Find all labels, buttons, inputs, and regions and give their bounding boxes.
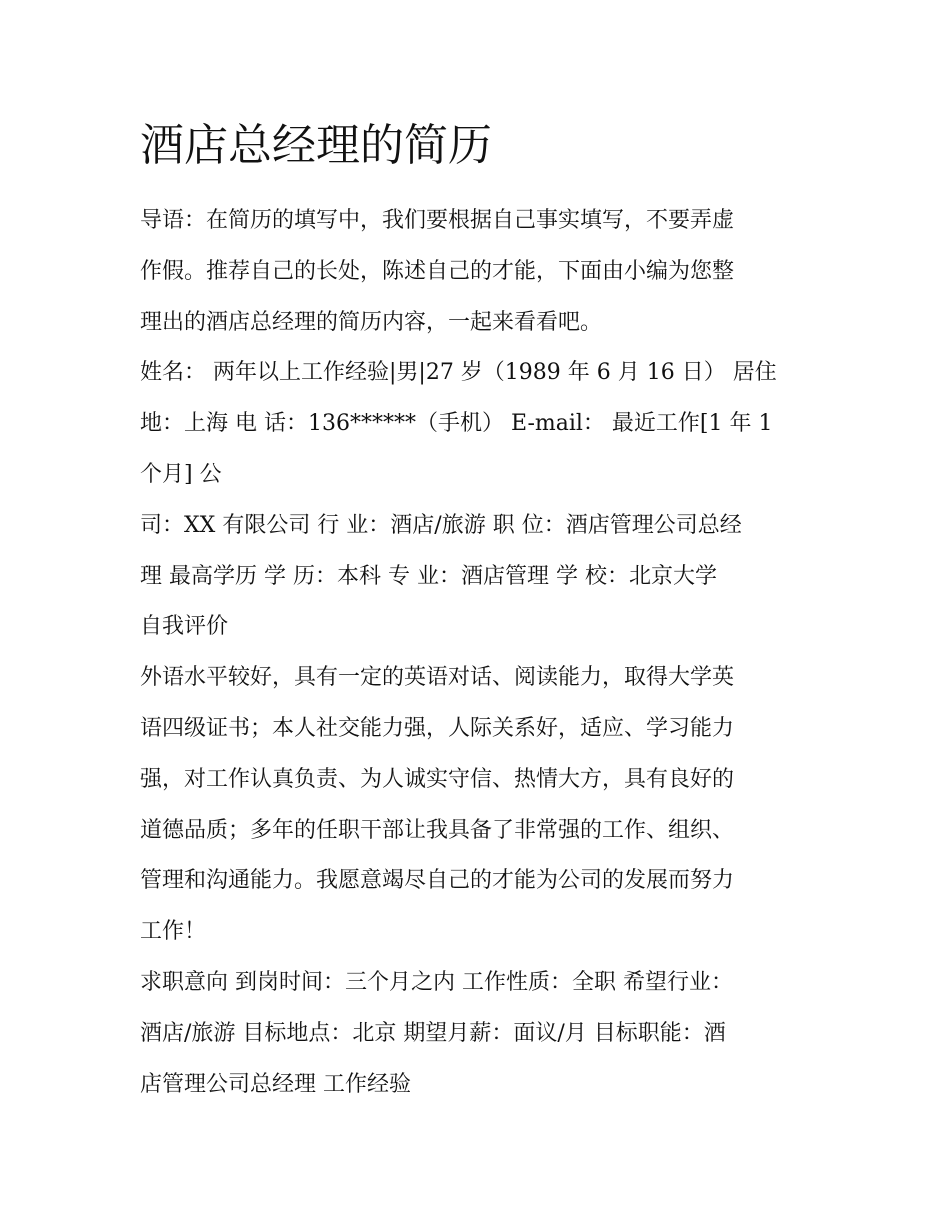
job-info-paragraph <box>140 501 840 603</box>
text-line: 强，对工作认真负责、为人诚实守信、热情大方，具有良好的 <box>140 766 735 792</box>
intro-paragraph <box>140 196 840 348</box>
text-line: 工作！ <box>140 919 207 945</box>
text-line: 地：上海 电 话：136******（手机） E-mail： 最近工作[1 年 1 <box>140 411 773 437</box>
text-line: 司：XX 有限公司 行 业：酒店/旅游 职 位：酒店管理公司总经 <box>140 512 742 538</box>
text-line: 店管理公司总经理 工作经验 <box>140 1071 411 1097</box>
self-eval-paragraph <box>140 653 840 958</box>
text-line: 理 最高学历 学 历：本科 专 业：酒店管理 学 校：北京大学 <box>140 563 717 589</box>
text-line: 理出的酒店总经理的简历内容，一起来看看吧。 <box>140 309 603 335</box>
document-body <box>140 196 840 1110</box>
text-line: 道德品质；多年的任职干部让我具备了非常强的工作、组织、 <box>140 817 735 843</box>
text-line: 个月] 公 <box>140 461 222 487</box>
text-line: 酒店/旅游 目标地点：北京 期望月薪：面议/月 目标职能：酒 <box>140 1020 726 1046</box>
document-title: 酒店总经理的简历 <box>140 120 492 171</box>
text-line: 管理和沟通能力。我愿意竭尽自己的才能为公司的发展而努力 <box>140 868 735 894</box>
text-line: 导语：在简历的填写中，我们要根据自己事实填写，不要弄虚 <box>140 208 735 233</box>
section-heading: 自我评价 <box>140 614 229 640</box>
text-line: 外语水平较好，具有一定的英语对话、阅读能力，取得大学英 <box>140 665 735 691</box>
self-eval-heading <box>140 602 840 653</box>
text-line: 作假。推荐自己的长处，陈述自己的才能，下面由小编为您整 <box>140 258 735 284</box>
text-line: 求职意向 到岗时间：三个月之内 工作性质：全职 希望行业： <box>140 969 733 995</box>
job-intent-paragraph <box>140 958 840 1110</box>
text-line: 语四级证书；本人社交能力强，人际关系好，适应、学习能力 <box>140 715 735 741</box>
text-line: 姓名： 两年以上工作经验|男|27 岁（1989 年 6 月 16 日） 居住 <box>140 360 777 386</box>
basic-info-paragraph <box>140 348 840 500</box>
